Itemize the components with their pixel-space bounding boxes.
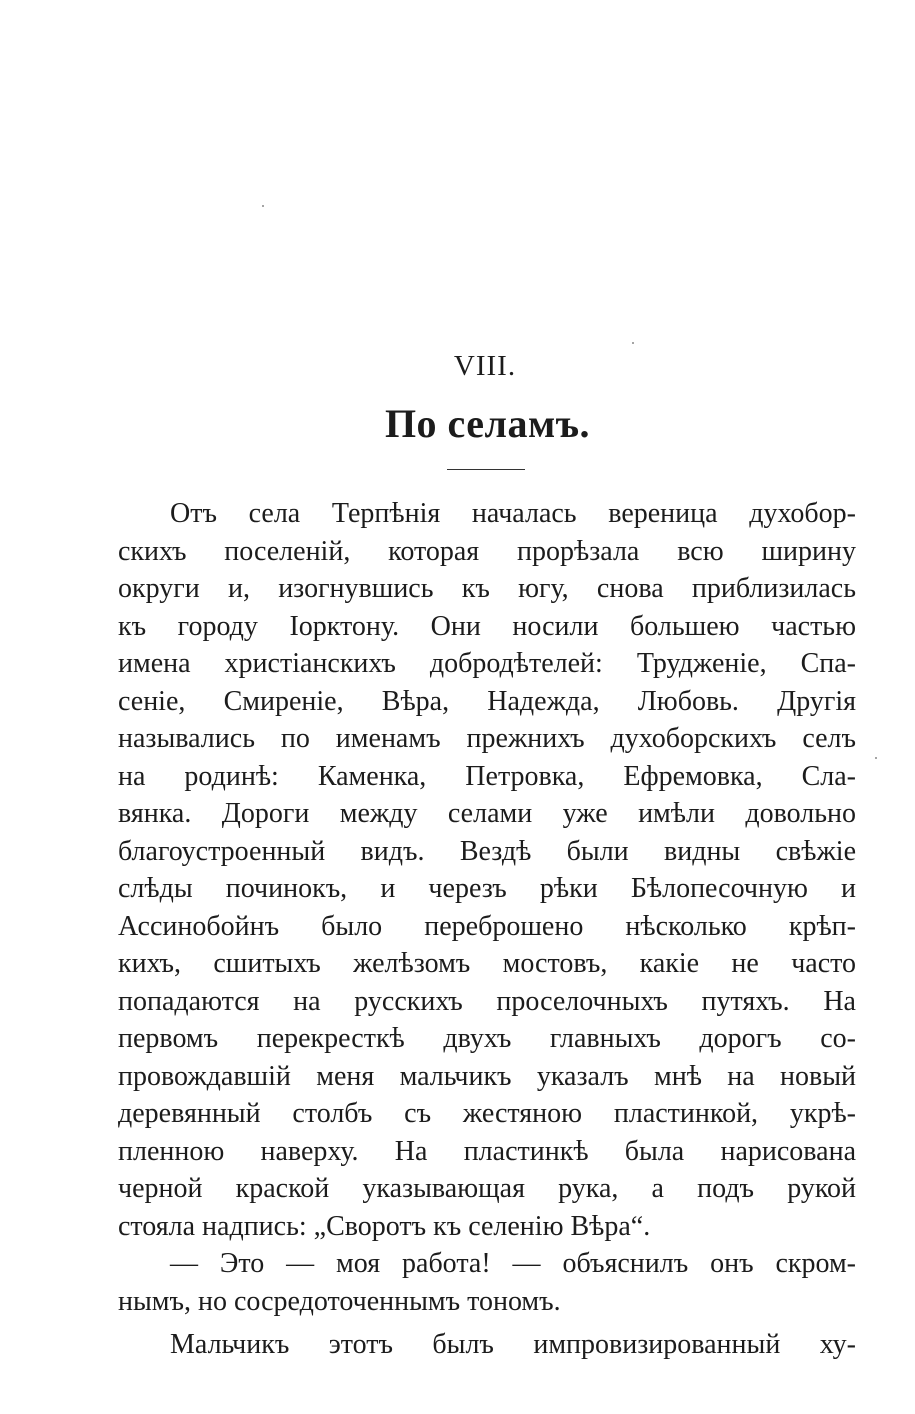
text-line: вянка. Дороги между селами уже имѣли довольно xyxy=(118,798,856,829)
text-line: на родинѣ: Каменка, Петровка, Ефремовка, Сла- xyxy=(118,760,856,792)
scan-speck xyxy=(262,205,264,207)
text-line: черной краской указывающая рука, а подъ рукой xyxy=(118,1173,856,1204)
paragraph xyxy=(118,1245,856,1320)
text-line: Мальчикъ этотъ былъ импровизированный ху- xyxy=(170,1329,856,1360)
text-line: Отъ села Терпѣнія началась вереница духобор- xyxy=(170,498,856,529)
text-line: деревянный столбъ съ жестяною пластинкой, укрѣ- xyxy=(118,1098,856,1129)
scan-speck xyxy=(632,342,634,344)
text-line: слѣды починокъ, и черезъ рѣки Бѣлопесочную и xyxy=(118,873,856,904)
text-line: пленною наверху. На пластинкѣ была нарисована xyxy=(118,1135,856,1167)
chapter-title: По селамъ. xyxy=(384,401,591,446)
text-line: попадаются на русскихъ проселочныхъ путяхъ. На xyxy=(118,985,856,1017)
text-line: округи и, изогнувшись къ югу, снова приблизилась xyxy=(118,573,856,604)
scan-speck xyxy=(875,757,877,759)
text-line: скихъ поселеній, которая прорѣзала всю ширину xyxy=(118,535,856,567)
text-line: провождавшій меня мальчикъ указалъ мнѣ на новый xyxy=(118,1060,856,1092)
chapter-number: VIII. xyxy=(453,350,517,382)
text-line: стояла надпись: „Своротъ къ селенію Вѣра“. xyxy=(118,1210,651,1242)
body-text xyxy=(118,495,856,1364)
text-line: первомъ перекресткѣ двухъ главныхъ дорогъ со- xyxy=(118,1023,856,1054)
text-line: нымъ, но сосредоточеннымъ тономъ. xyxy=(118,1285,561,1317)
text-line: кихъ, сшитыхъ желѣзомъ мостовъ, какіе не часто xyxy=(118,948,856,979)
text-line: назывались по именамъ прежнихъ духоборскихъ селъ xyxy=(118,723,856,754)
text-line: — Это — моя работа! — объяснилъ онъ скром- xyxy=(170,1248,856,1279)
text-line: имена христіанскихъ добродѣтелей: Трудженіе, Спа- xyxy=(118,648,856,679)
title-divider xyxy=(447,469,525,470)
text-line: сеніе, Смиреніе, Вѣра, Надежда, Любовь. Другія xyxy=(118,685,856,717)
text-line: къ городу Іорктону. Они носили большею частью xyxy=(118,610,856,642)
paragraph xyxy=(118,495,856,1245)
text-line: благоустроенный видъ. Вездѣ были видны свѣжіе xyxy=(118,835,856,867)
text-line: Ассинобойнъ было переброшено нѣсколько крѣп- xyxy=(118,910,856,942)
paragraph xyxy=(118,1326,856,1364)
